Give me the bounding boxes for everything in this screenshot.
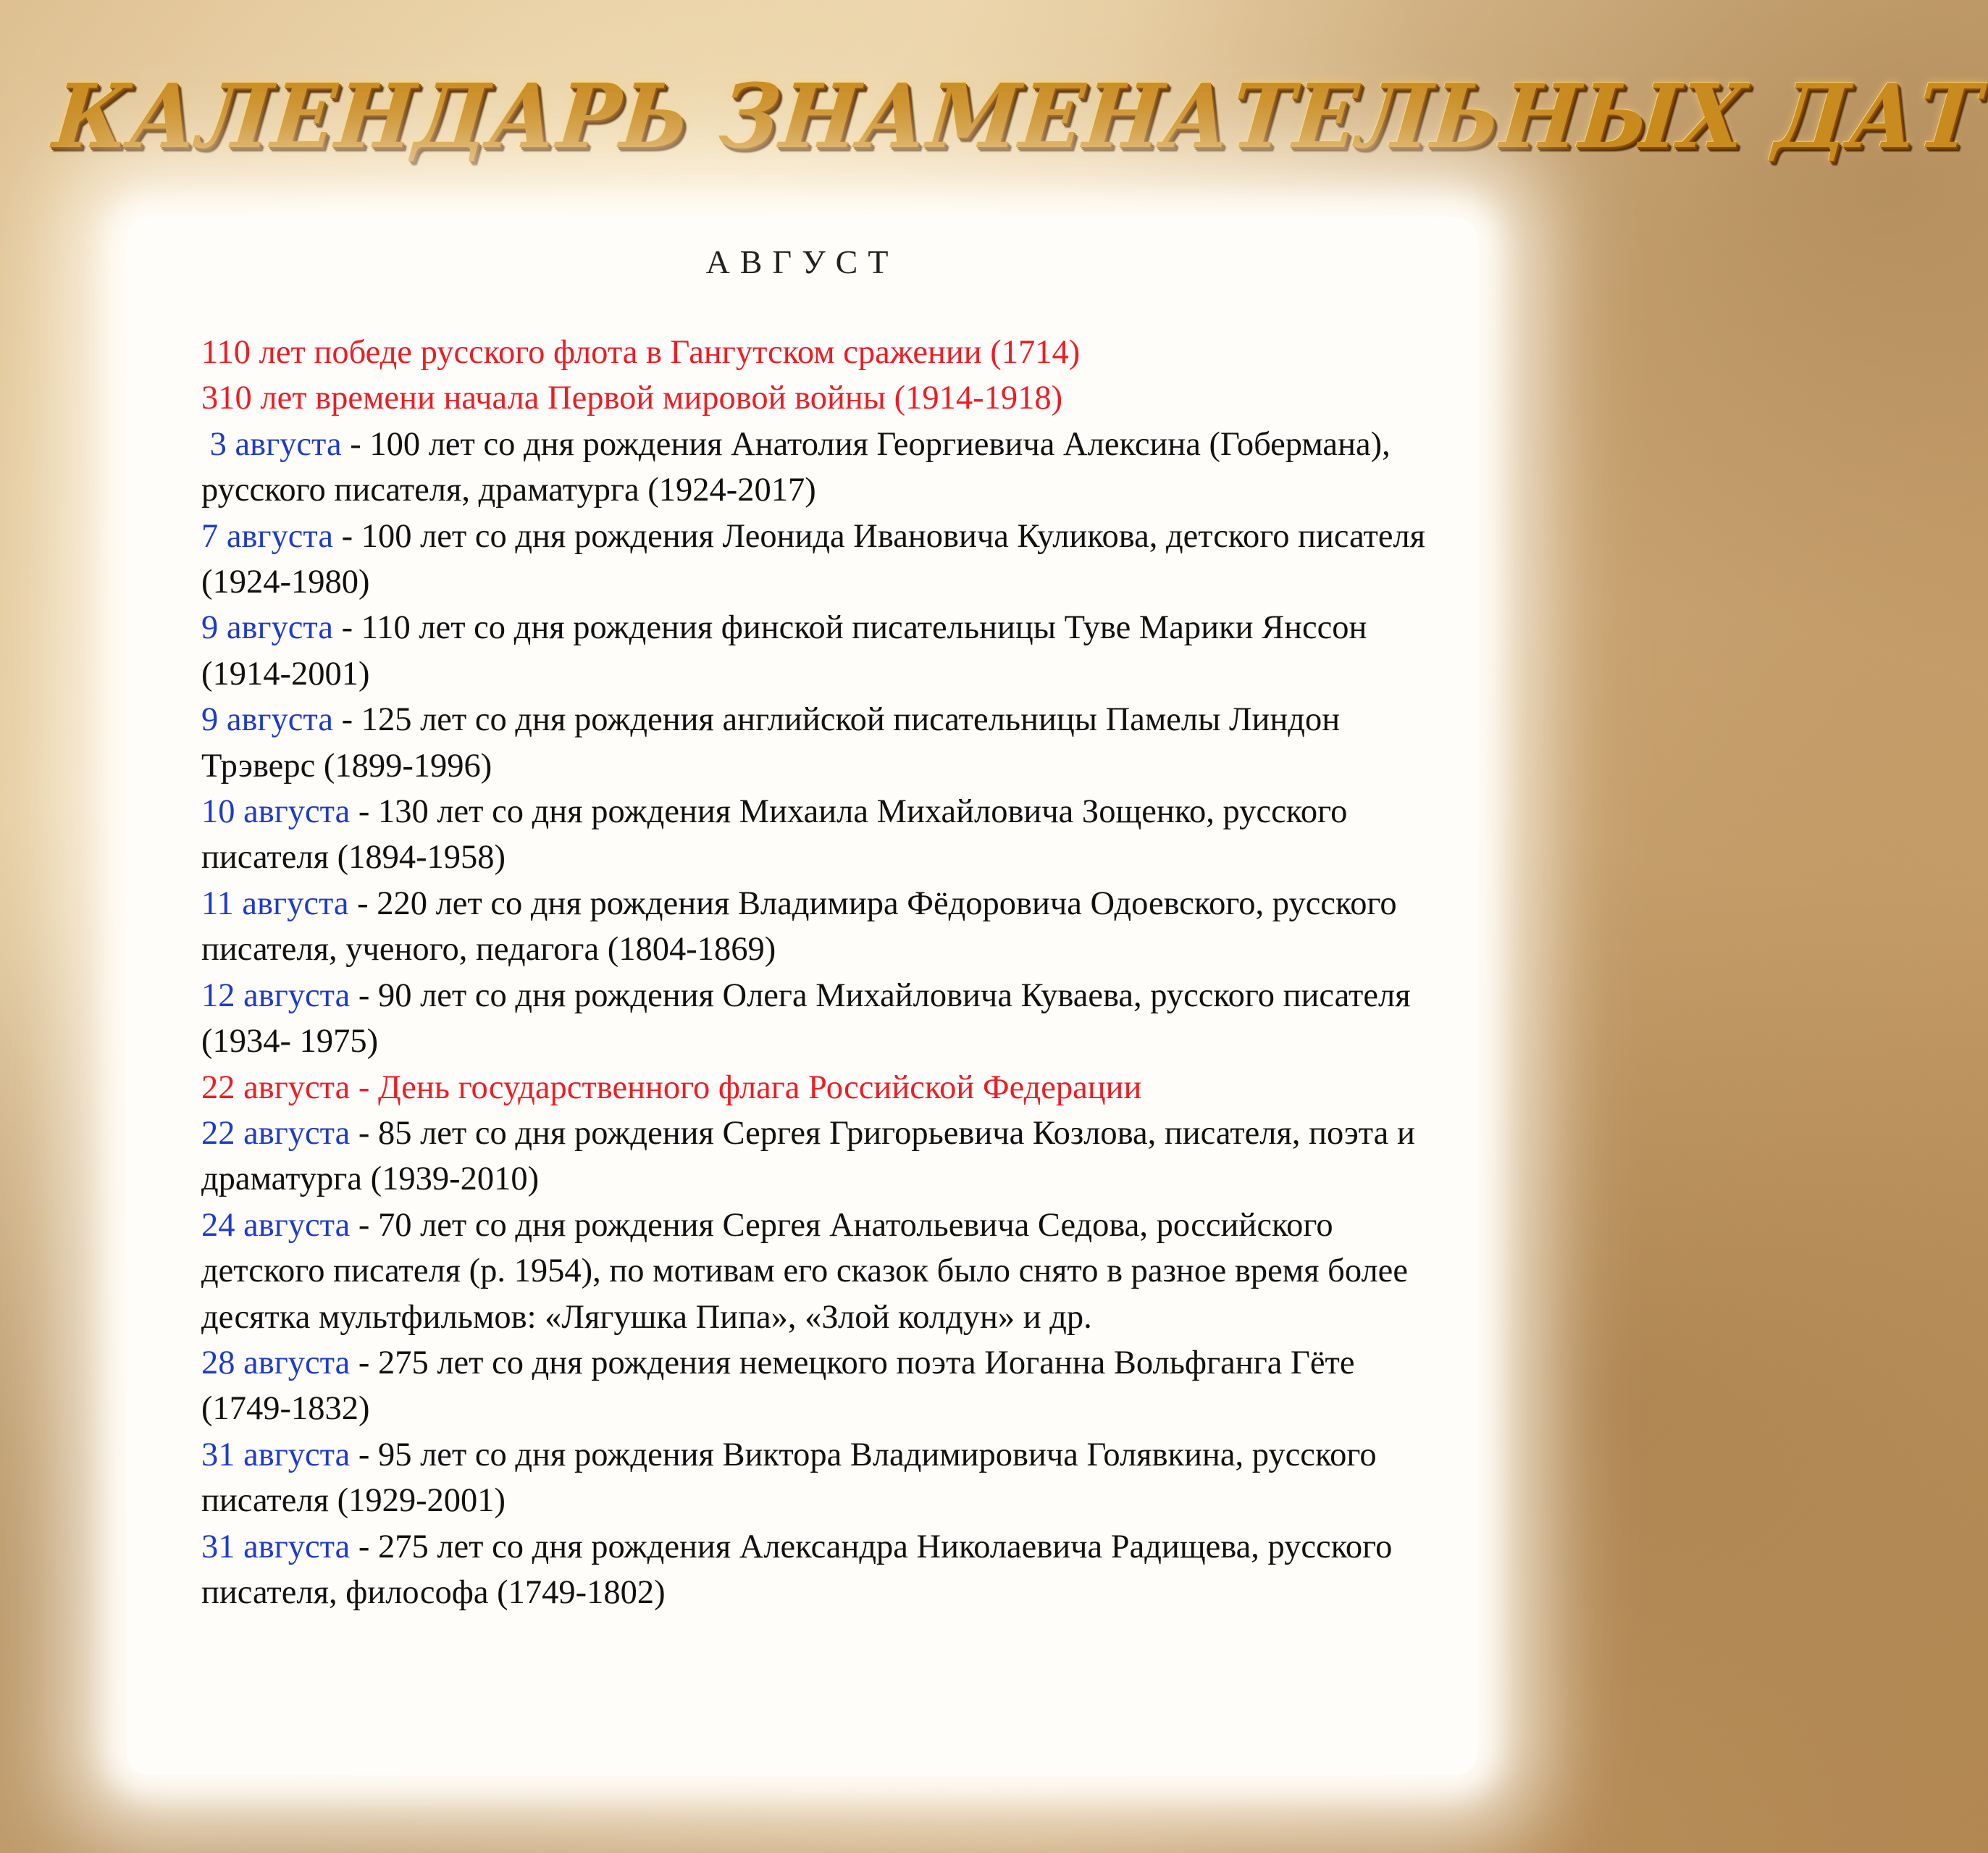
list-item (201, 514, 1447, 606)
entry-description: - 220 лет со дня рождения Владимира Фёдоровича Одоевского, русского писателя, ученого, педагога (1804-1869) (201, 884, 1397, 969)
entry-date: 24 августа (201, 1206, 351, 1244)
content-panel (127, 217, 1477, 1775)
list-item (201, 789, 1447, 881)
list-item (201, 1202, 1447, 1340)
event-text: 110 лет победе русского флота в Гангутском сражении (1714) (201, 334, 1081, 371)
list-item (201, 375, 1447, 421)
entry-date: 7 августа (201, 517, 333, 555)
list-item (201, 1065, 1447, 1110)
entry-date: 10 августа (201, 793, 351, 831)
list-item (201, 881, 1447, 973)
entry-description: - 90 лет со дня рождения Олега Михайловича Куваева, русского писателя (1934- 1975) (201, 976, 1411, 1061)
entry-description: - 125 лет со дня рождения английской писательницы Памелы Линдон Трэверс (1899-1996) (201, 701, 1341, 785)
list-item (201, 697, 1447, 789)
entry-description: - 100 лет со дня рождения Леонида Ивановича Куликова, детского писателя (1924-1980) (201, 517, 1426, 601)
entry-date: 28 августа (201, 1344, 351, 1381)
event-text: 22 августа - День государственного флага Российской Федерации (201, 1068, 1142, 1106)
entry-date: 31 августа (201, 1436, 351, 1473)
entry-description: - 85 лет со дня рождения Сергея Григорьевича Козлова, писателя, поэта и драматурга (1939-2010) (201, 1114, 1415, 1198)
entry-description: - 275 лет со дня рождения Александра Николаевича Радищева, русского писателя, философа (1749-1802) (201, 1528, 1393, 1611)
list-item (201, 1340, 1447, 1432)
page-title: КАЛЕНДАРЬ ЗНАМЕНАТЕЛЬНЫХ ДАТ (49, 64, 1987, 168)
entry-date: 22 августа (201, 1114, 351, 1152)
month-heading: АВГУСТ (705, 243, 899, 280)
list-item (201, 330, 1447, 375)
entries-list (201, 330, 1447, 1615)
list-item (201, 1524, 1447, 1616)
event-text: 310 лет времени начала Первой мировой войны (1914-1918) (201, 380, 1063, 417)
list-item (201, 1432, 1447, 1524)
entry-date: 12 августа (201, 976, 351, 1014)
list-item (201, 973, 1447, 1065)
entry-date: 11 августа (201, 884, 349, 922)
entry-description: - 130 лет со дня рождения Михаила Михайловича Зощенко, русского писателя (1894-1958) (201, 793, 1348, 877)
list-item (201, 422, 1447, 514)
list-item (201, 605, 1447, 697)
entry-date: 9 августа (201, 701, 333, 739)
list-item (201, 1110, 1447, 1202)
entry-date: 31 августа (201, 1528, 351, 1565)
entry-date: 9 августа (201, 609, 333, 647)
entry-date: 3 августа (201, 425, 342, 463)
entry-description: - 70 лет со дня рождения Сергея Анатольевича Седова, российского детского писателя (р. 1954), по мотивам его сказок было снято в разное время более десятка мультфильмов: «Лягушка Пипа», «Злой колдун» и др. (201, 1206, 1408, 1336)
entry-description: - 100 лет со дня рождения Анатолия Георгиевича Алексина (Гобермана), русского писателя, драматурга (1924-2017) (201, 425, 1391, 509)
entry-description: - 110 лет со дня рождения финской писательницы Туве Марики Янссон (1914-2001) (201, 609, 1367, 693)
entry-description: - 95 лет со дня рождения Виктора Владимировича Голявкина, русского писателя (1929-2001) (201, 1436, 1377, 1520)
entry-description: - 275 лет со дня рождения немецкого поэта Иоганна Вольфганга Гёте (1749-1832) (201, 1344, 1355, 1428)
